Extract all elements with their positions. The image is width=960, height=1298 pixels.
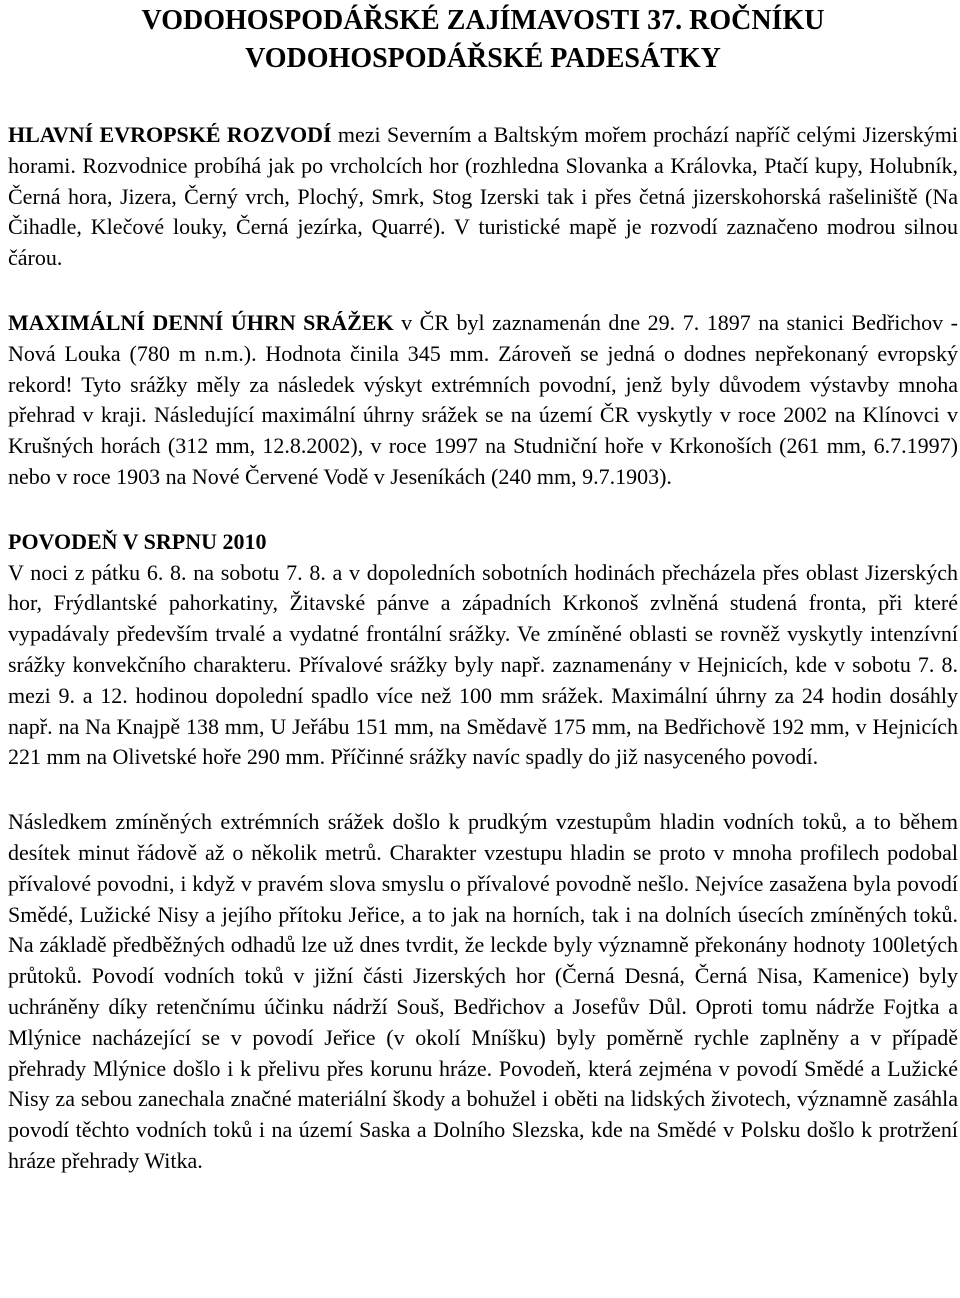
paragraph-european-divide <box>8 120 958 274</box>
document-title <box>8 0 958 78</box>
text-flood-consequences: Následkem zmíněných extrémních srážek došlo k prudkým vzestupům hladin vodních toků, a to během desítek minut řádově až o několik metrů. Charakter vzestupu hladin se proto v mnoha profilech podobal přívalové povodni, i když v pravém slova smyslu o přívalové povodně nešlo. Nejvíce zasažena byla povodí Smědé, Lužické Nisy a jejího přítoku Jeřice, a to jak na horních, tak i na dolních úsecích zmíněných toků. Na základě předběžných odhadů lze už dnes tvrdit, že leckde byly významně překonány hodnoty 100letých průtoků. Povodí vodních toků v jižní části Jizerských hor (Černá Desná, Černá Nisa, Kamenice) byly uchráněny díky retenčnímu účinku nádrží Souš, Bedřichov a Josefův Důl. Oproti tomu nádrže Fojtka a Mlýnice nacházející se v povodí Jeřice (v okolí Mníšku) byly poměrně rychle zaplněny a v případě přehrady Mlýnice došlo i k přelivu přes korunu hráze. Povodeň, která zejména v povodí Smědé a Lužické Nisy za sebou zanechala značné materiální škody a bohužel i oběti na lidských životech, významně zasáhla povodí těchto vodních toků i na území Saska a Dolního Slezska, kde na Smědé v Polsku došlo k protržení hráze přehrady Witka. <box>8 809 958 1173</box>
text-max-rainfall: v ČR byl zaznamenán dne 29. 7. 1897 na stanici Bedřichov - Nová Louka (780 m n.m.). Hodnota činila 345 mm. Zároveň se jedná o dodnes nepřekonaný evropský rekord! Tyto srážky měly za následek výskyt extrémních povodní, jenž byly důvodem výstavby mnoha přehrad v kraji. Následující maximální úhrny srážek se na území ČR vyskytly v roce 2002 na Klínovci v Krušných horách (312 mm, 12.8.2002), v roce 1997 na Studniční hoře v Krkonoších (261 mm, 6.7.1997) nebo v roce 1903 na Nové Červené Vodě v Jeseníkách (240 mm, 9.7.1903). <box>8 309 958 489</box>
heading-max-rainfall: MAXIMÁLNÍ DENNÍ ÚHRN SRÁŽEK <box>8 309 394 335</box>
document-page <box>8 0 958 1177</box>
heading-european-divide: HLAVNÍ EVROPSKÉ ROZVODÍ <box>8 122 332 147</box>
title-line-1: VODOHOSPODÁŘSKÉ ZAJÍMAVOSTI 37. ROČNÍKU <box>141 5 825 36</box>
paragraph-flood-consequences <box>8 807 958 1177</box>
text-flood-2010: V noci z pátku 6. 8. na sobotu 7. 8. a v dopoledních sobotních hodinách přecházela přes oblast Jizerských hor, Frýdlantské pahorkatiny, Žitavské pánve a západních Krkonoš zvlněná studená fronta, při které vypadávaly především trvalé a vydatné frontální srážky. Ve zmíněné oblasti se rovněž vyskytly intenzívní srážky konvekčního charakteru. Přívalové srážky byly např. zaznamenány v Hejnicích, kde v sobotu 7. 8. mezi 9. a 12. hodinou dopolední spadlo více než 100 mm srážek. Maximální úhrny za 24 hodin dosáhly např. na Na Knajpě 138 mm, U Jeřábu 151 mm, na Smědavě 175 mm, na Bedřichově 192 mm, v Hejnicích 221 mm na Olivetské hoře 290 mm. Příčinné srážky navíc spadly do již nasyceného povodí. <box>8 559 958 770</box>
title-line-2: VODOHOSPODÁŘSKÉ PADESÁTKY <box>245 43 721 74</box>
paragraph-max-rainfall <box>8 308 958 493</box>
paragraph-flood-2010 <box>8 527 958 773</box>
heading-flood-2010: POVODEŇ V SRPNU 2010 <box>8 528 267 554</box>
text-european-divide: mezi Severním a Baltským mořem prochází napříč celými Jizerskými horami. Rozvodnice probíhá jak po vrcholcích hor (rozhledna Slovanka a Královka, Ptačí kupy, Holubník, Černá hora, Jizera, Černý vrch, Plochý, Smrk, Stog Izerski tak i přes četná jizerskohorská rašeliniště (Na Čihadle, Klečové louky, Černá jezírka, Quarré). V turistické mapě je rozvodí zaznačeno modrou silnou čárou. <box>8 122 958 271</box>
